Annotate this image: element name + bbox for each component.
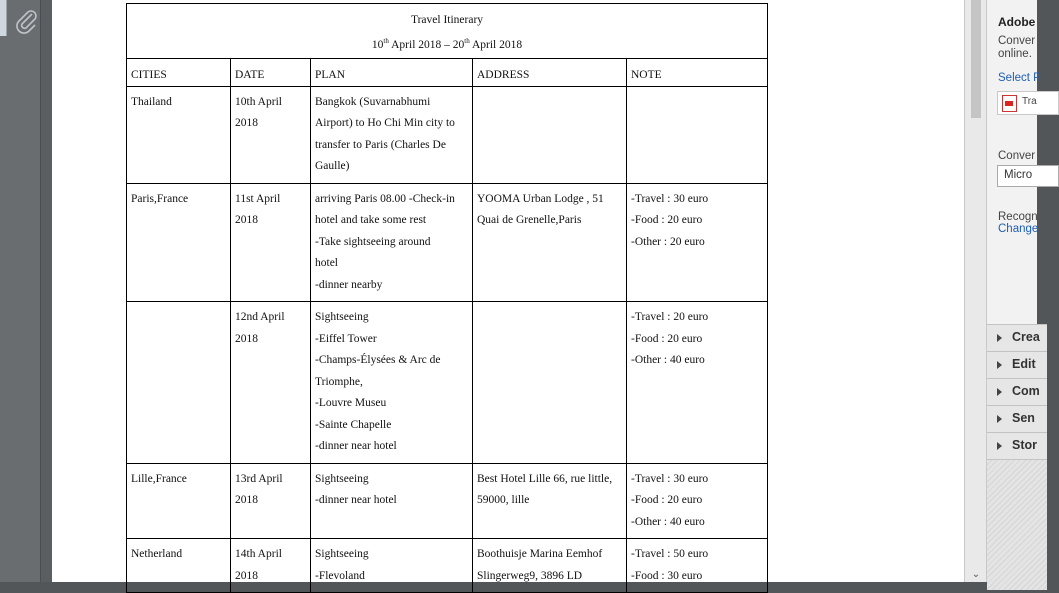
convert-to-select[interactable] [997, 165, 1059, 187]
plan-cell [311, 463, 473, 539]
cell-text: Paris,France [131, 192, 189, 205]
cell-text-line: Gaulle) [315, 160, 350, 173]
cell-text-line: Best Hotel Lille 66, rue little, [477, 472, 613, 485]
cell-text-line: Airport) to Ho Chi Min city to [315, 117, 455, 130]
cell-text-line: 2018 [235, 494, 258, 507]
cell-text-line: -Other : 40 euro [631, 354, 705, 367]
cell-text-line: Bangkok (Suvarnabhumi [315, 95, 431, 108]
recognize-label: Recogn [998, 211, 1038, 223]
cell-text-line: Triomphe, [315, 375, 363, 388]
section-combine[interactable]: Com [987, 379, 1047, 406]
cell-text-line: -Other : 20 euro [631, 235, 705, 248]
cell-text-line: 10th April [235, 95, 282, 108]
cell-text-line: -Food : 30 euro [631, 569, 703, 582]
scroll-down-arrow-icon[interactable]: ⌄ [971, 569, 981, 580]
city-cell [127, 86, 231, 183]
table-row [127, 302, 768, 464]
cell-text-line: 59000, lille [477, 494, 530, 507]
cell-text-line: Sightseeing [315, 548, 369, 561]
table-row [127, 86, 768, 183]
date-cell [231, 539, 311, 593]
title-cell [127, 4, 768, 59]
cell-text-line: -dinner near hotel [315, 440, 397, 453]
date-cell [231, 183, 311, 302]
address-cell [473, 539, 627, 593]
cell-text-line: hotel and take some rest [315, 214, 427, 227]
note-cell [627, 302, 768, 464]
table-row [127, 539, 768, 593]
header-row [127, 58, 768, 86]
title-row [127, 4, 768, 59]
cell-text: Netherland [131, 548, 183, 561]
cell-text-line: 2018 [235, 569, 258, 582]
expand-triangle-icon [997, 388, 1002, 396]
city-cell [127, 539, 231, 593]
itinerary-rows [127, 86, 768, 593]
cell-text-line: 2018 [235, 117, 258, 130]
header-address: ADDRESS [473, 58, 627, 86]
address-cell [473, 302, 627, 464]
cell-text-line: -Take sightseeing around [315, 235, 431, 248]
cell-text-line: YOOMA Urban Lodge , 51 [477, 192, 604, 205]
selected-file[interactable] [997, 91, 1059, 115]
cell-text-line: Boothuisje Marina Eemhof [477, 548, 603, 561]
cell-text-line: transfer to Paris (Charles De [315, 138, 446, 151]
tools-panel [986, 0, 1041, 582]
cell-text-line: Sightseeing [315, 472, 369, 485]
note-cell [627, 86, 768, 183]
note-cell [627, 183, 768, 302]
expand-triangle-icon [997, 415, 1002, 423]
plan-cell [311, 86, 473, 183]
section-create[interactable]: Crea [987, 325, 1047, 352]
cell-text-line: -Travel : 20 euro [631, 311, 709, 324]
cell-text-line: -Eiffel Tower [315, 332, 377, 345]
cell-text: Lille,France [131, 472, 187, 485]
itinerary-table [126, 3, 768, 593]
file-name: Tra [1022, 96, 1037, 107]
document-title: Travel Itinerary [410, 14, 484, 26]
city-cell [127, 463, 231, 539]
section-store[interactable]: Stor [987, 433, 1047, 460]
city-cell [127, 183, 231, 302]
header-cities: CITIES [127, 58, 231, 86]
table-row [127, 183, 768, 302]
section-edit[interactable]: Edit [987, 352, 1047, 379]
address-cell [473, 183, 627, 302]
cell-text-line: 2018 [235, 332, 258, 345]
change-link[interactable]: Change [998, 223, 1039, 235]
cell-text-line: arriving Paris 08.00 -Check-in [315, 192, 455, 205]
pdf-file-icon [1002, 95, 1017, 112]
panel-filler [987, 460, 1047, 590]
vertical-scrollbar[interactable] [964, 0, 987, 582]
header-date: DATE [231, 58, 311, 86]
convert-label: Conver [998, 150, 1036, 162]
navigation-pane [0, 0, 41, 582]
cell-text: Thailand [131, 95, 172, 108]
expand-triangle-icon [997, 442, 1002, 450]
plan-cell [311, 539, 473, 593]
cell-text-line: Quai de Grenelle,Paris [477, 214, 582, 227]
table-row [127, 463, 768, 539]
date-range: 10th April 2018 – 20th April 2018 [371, 37, 523, 51]
convert-to-value: Micro [1004, 169, 1033, 181]
cell-text-line: -Champs-Élysées & Arc de [315, 354, 441, 367]
cell-text-line: Sightseeing [315, 311, 369, 324]
panel-title: Adobe [998, 15, 1036, 29]
header-note: NOTE [627, 58, 768, 86]
cell-text-line: 11st April [235, 192, 281, 205]
date-cell [231, 86, 311, 183]
header-plan: PLAN [311, 58, 473, 86]
cell-text-line: -Flevoland [315, 569, 365, 582]
cell-text-line: -Sainte Chapelle [315, 418, 392, 431]
cell-text-line: -Travel : 50 euro [631, 548, 709, 561]
panel-description: Conver online. [998, 35, 1036, 60]
cell-text-line: 2018 [235, 214, 258, 227]
cell-text-line: -Louvre Museu [315, 397, 387, 410]
paperclip-icon[interactable] [14, 8, 40, 34]
expand-triangle-icon [997, 334, 1002, 342]
plan-cell [311, 302, 473, 464]
cell-text-line: -Travel : 30 euro [631, 472, 709, 485]
scrollbar-thumb[interactable] [971, 0, 981, 118]
address-cell [473, 86, 627, 183]
cell-text-line: -dinner near hotel [315, 494, 397, 507]
plan-cell [311, 183, 473, 302]
cell-text-line: -Food : 20 euro [631, 494, 703, 507]
cell-text-line: -Other : 40 euro [631, 515, 705, 528]
date-cell [231, 302, 311, 464]
panel-sections [987, 324, 1047, 460]
cell-text-line: 12nd April [235, 311, 285, 324]
section-send[interactable]: Sen [987, 406, 1047, 433]
address-cell [473, 463, 627, 539]
cell-text-line: -Food : 20 euro [631, 332, 703, 345]
cell-text-line: -dinner nearby [315, 278, 383, 291]
pane-edge [0, 0, 7, 36]
cell-text-line: Slingerweg9, 3896 LD [477, 569, 583, 582]
city-cell [127, 302, 231, 464]
date-cell [231, 463, 311, 539]
cell-text-line: 13rd April [235, 472, 283, 485]
select-pdf-link[interactable]: Select P [998, 72, 1041, 84]
cell-text-line: -Travel : 30 euro [631, 192, 709, 205]
note-cell [627, 463, 768, 539]
cell-text-line: -Food : 20 euro [631, 214, 703, 227]
cell-text-line: 14th April [235, 548, 282, 561]
expand-triangle-icon [997, 361, 1002, 369]
cell-text-line: hotel [315, 257, 338, 270]
document-page [52, 0, 964, 582]
note-cell [627, 539, 768, 593]
left-navigation-rail [0, 0, 52, 582]
